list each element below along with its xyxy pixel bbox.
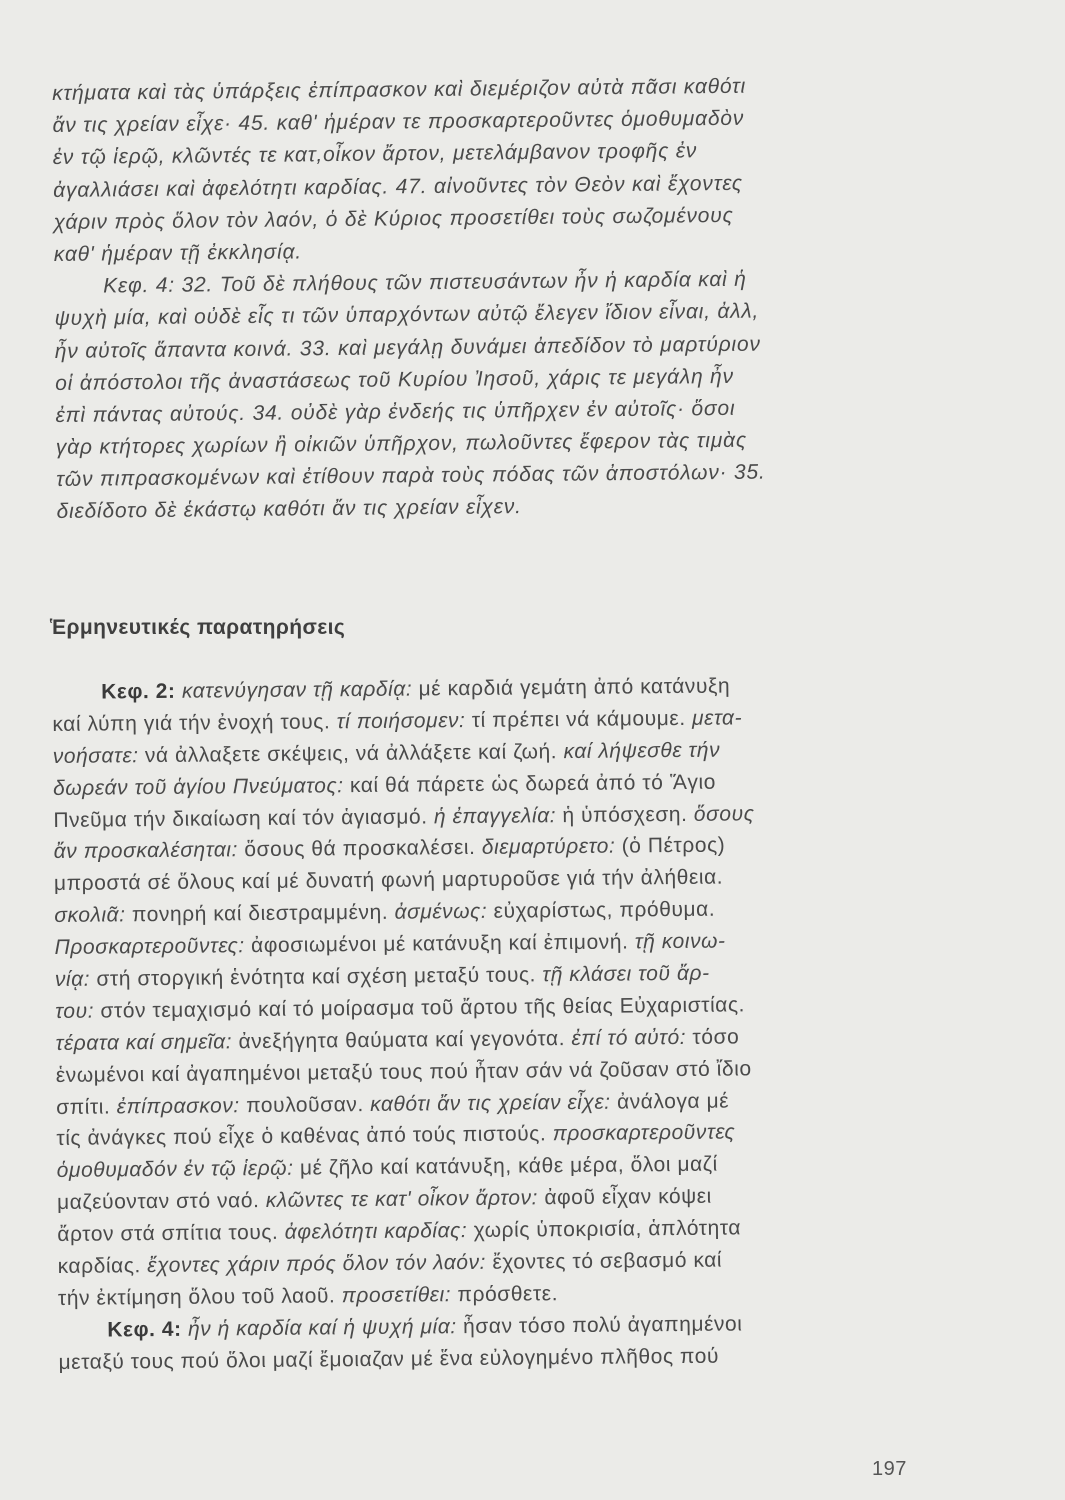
term: ἡ ἐπαγγελία: (433, 803, 557, 828)
gloss: εὐχαρίστως, πρόθυμα. (487, 897, 716, 924)
term: νίᾳ: (54, 967, 91, 992)
gloss: ἦσαν τόσο πολύ ἀγαπημένοι (456, 1312, 743, 1338)
term: ἐπί τό αὐτό: (571, 1025, 687, 1050)
term: κλῶντες τε κατ' οἶκον ἄρτον: (265, 1186, 539, 1213)
quote-line: ψυχὴ μία, καὶ οὐδὲ εἷς τι τῶν ὑπαρχόντων αὐτῷ ἔλεγεν ἴδιον εἶναι, ἀλλ, (54, 299, 760, 331)
chapter-label: Κεφ. 4: (107, 1317, 182, 1342)
term: Προσκαρτεροῦντες: (54, 934, 245, 960)
gloss: πουλοῦσαν. (239, 1092, 371, 1117)
term: ἦν ἡ καρδία καί ἡ ψυχή μία: (181, 1314, 457, 1341)
gloss: μαζεύονταν στό ναό. (56, 1189, 266, 1215)
term: τέρατα καί σημεῖα: (55, 1030, 233, 1055)
gloss: χωρίς ὑποκρισία, ἁπλότητα (467, 1216, 742, 1243)
gloss: ἀφοσιωμένοι μέ κατάνυξη καί ἐπιμονή. (244, 930, 635, 958)
page-number: 197 (872, 1458, 907, 1480)
commentary-line: μεταξύ τους πού ὅλοι μαζί ἔμοιαζαν μέ ἕνα εὐλογημένο πλῆθος πού (58, 1344, 720, 1374)
term: τῇ κοινω- (634, 929, 726, 954)
term: καί λήψεσθε τήν (563, 738, 721, 763)
term: του: (55, 999, 95, 1023)
gloss: Πνεῦμα τήν δικαίωση καί τόν ἁγιασμό. (53, 804, 435, 832)
quote-line: ἦν αὐτοῖς ἅπαντα κοινά. 33. καὶ μεγάλῃ δυνάμει ἀπεδίδον τὸ μαρτύριον (54, 332, 761, 363)
gloss: ὅσους θά προσκαλέσει. (237, 836, 482, 862)
term: διεμαρτύρετο: (481, 835, 616, 860)
gloss: τί πρέπει νά κάμουμε. (465, 706, 693, 732)
quote-line: γὰρ κτήτορες χωρίων ἢ οἰκιῶν ὑπῆρχον, πωλοῦντες ἔφερον τὰς τιμὰς (55, 428, 748, 460)
term: σκολιᾶ: (54, 903, 126, 928)
quote-line: οἱ ἀπόστολοι τῆς ἀναστάσεως τοῦ Κυρίου Ἰησοῦ, χάρις τε μεγάλη ἦν (55, 364, 734, 395)
term: ἀφελότητι καρδίας: (284, 1219, 468, 1244)
term: μετα- (691, 706, 743, 730)
term: ἐπίπρασκον: (116, 1093, 240, 1118)
gloss: ἔχοντες τό σεβασμό καί (485, 1248, 723, 1274)
term: ἄν προσκαλέσηται: (53, 838, 239, 864)
term: νοήσατε: (52, 743, 139, 768)
gloss: νά ἀλλαξετε σκέψεις, νά ἀλλάξετε καί ζωή. (138, 739, 564, 767)
gloss: ἀφοῦ εἶχαν κόψει (537, 1184, 712, 1210)
gloss: πρόσθετε. (450, 1282, 559, 1307)
quote-line: καθ' ἡμέραν τῇ ἐκκλησίᾳ. (53, 240, 303, 266)
term: δωρεάν τοῦ ἁγίου Πνεύματος: (52, 773, 344, 800)
gloss: τόσο (686, 1025, 740, 1049)
quote-line: ἐπὶ πάντας αὐτούς. 34. οὐδὲ γὰρ ἐνδεής τις ὑπῆρχεν ἐν αὐτοῖς· ὅσοι (55, 396, 736, 427)
quote-line: ἀγαλλιάσει καὶ ἀφελότητι καρδίας. 47. αἰνοῦντες τὸν Θεὸν καὶ ἔχοντες (53, 171, 743, 202)
gloss: (ὁ Πέτρος) (615, 833, 726, 859)
term: τῇ κλάσει τοῦ ἄρ- (542, 961, 710, 987)
gloss: καί θά πάρετε ὡς δωρεά ἀπό τό Ἅγιο (343, 770, 717, 797)
gloss: τίς ἀνάγκες πού εἶχε ὁ καθένας ἀπό τούς πιστούς. (56, 1122, 553, 1151)
gloss: ἄρτον στά σπίτια τους. (57, 1220, 285, 1247)
chapter-label: Κεφ. 2: (101, 679, 176, 704)
quote-line: ἄν τις χρείαν εἶχε· 45. καθ' ἡμέραν τε προσκαρτεροῦντες ὁμοθυμαδὸν (52, 106, 745, 138)
gloss: στή στοργική ἑνότητα καί σχέση μεταξύ τους. (89, 963, 543, 991)
quote-line: κτήματα καὶ τὰς ὑπάρξεις ἐπίπρασκον καὶ διεμέριζον αὐτὰ πᾶσι καθότι (52, 74, 747, 105)
quote-line: ἐν τῷ ἱερῷ, κλῶντές τε κατ,οἶκον ἄρτον, μετελάμβανον τροφῆς ἐν (52, 139, 698, 170)
gloss: τήν ἐκτίμηση ὅλου τοῦ λαοῦ. (57, 1284, 342, 1310)
commentary-line: μπροστά σέ ὅλους καί μέ δυνατή φωνή μαρτυροῦσε γιά τήν ἀλήθεια. (53, 865, 724, 896)
gloss: καρδίας. (57, 1254, 148, 1279)
term: ἔχοντες χάριν πρός ὅλον τόν λαόν: (147, 1250, 487, 1278)
gloss: μέ ζῆλο καί κατάνυξη, κάθε μέρα, ὅλοι μαζί (293, 1152, 718, 1181)
scripture-quote (52, 69, 937, 529)
gloss: πονηρή καί διεστραμμένη. (125, 900, 395, 927)
gloss: ἀνεξήγητα θαύματα καί γεγονότα. (232, 1026, 572, 1054)
quote-line: τῶν πιπρασκομένων καὶ ἐτίθουν παρὰ τοὺς πόδας τῶν ἀποστόλων· 35. (56, 460, 766, 492)
quote-line: Κεφ. 4: 32. Τοῦ δὲ πλήθους τῶν πιστευσάντων ἦν ἡ καρδία καὶ ἡ (103, 267, 747, 298)
commentary-line: ἑνωμένοι καί ἀγαπημένοι μεταξύ τους πού ἦταν σάν νά ζοῦσαν στό ἴδιο (55, 1056, 752, 1087)
gloss: ἀνάλογα μέ (610, 1089, 730, 1114)
commentary-text (52, 669, 939, 1379)
term: προσκαρτεροῦντες (552, 1120, 736, 1146)
gloss: καί λύπη γιά τήν ἐνοχή τους. (52, 710, 337, 736)
term: προσετίθει: (341, 1283, 452, 1308)
term: ἀσμένως: (394, 900, 488, 924)
gloss: ἡ ὑπόσχεση. (555, 802, 694, 827)
quote-line: χάριν πρὸς ὅλον τὸν λαόν, ὁ δὲ Κύριος προσετίθει τοὺς σωζομένους (53, 203, 734, 234)
gloss: στόν τεμαχισμό καί τό μοίρασμα τοῦ ἄρτου τῆς θείας Εὐχαριστίας. (93, 993, 746, 1023)
term: καθότι ἄν τις χρείαν εἶχε: (370, 1090, 611, 1116)
term: ὅσους (693, 801, 755, 826)
term: ὁμοθυμαδόν ἐν τῷ ἱερῷ: (56, 1157, 294, 1183)
term: κατενύγησαν τῇ καρδίᾳ: (181, 677, 413, 703)
term: τί ποιήσομεν: (336, 708, 466, 734)
section-heading: Ἑρμηνευτικές παρατηρήσεις (50, 616, 346, 639)
quote-line: διεδίδοτο δὲ ἑκάστῳ καθότι ἄν τις χρείαν εἶχεν. (56, 495, 522, 524)
gloss: σπίτι. (56, 1094, 117, 1119)
gloss: μέ καρδιά γεμάτη ἀπό κατάνυξη (412, 674, 731, 701)
